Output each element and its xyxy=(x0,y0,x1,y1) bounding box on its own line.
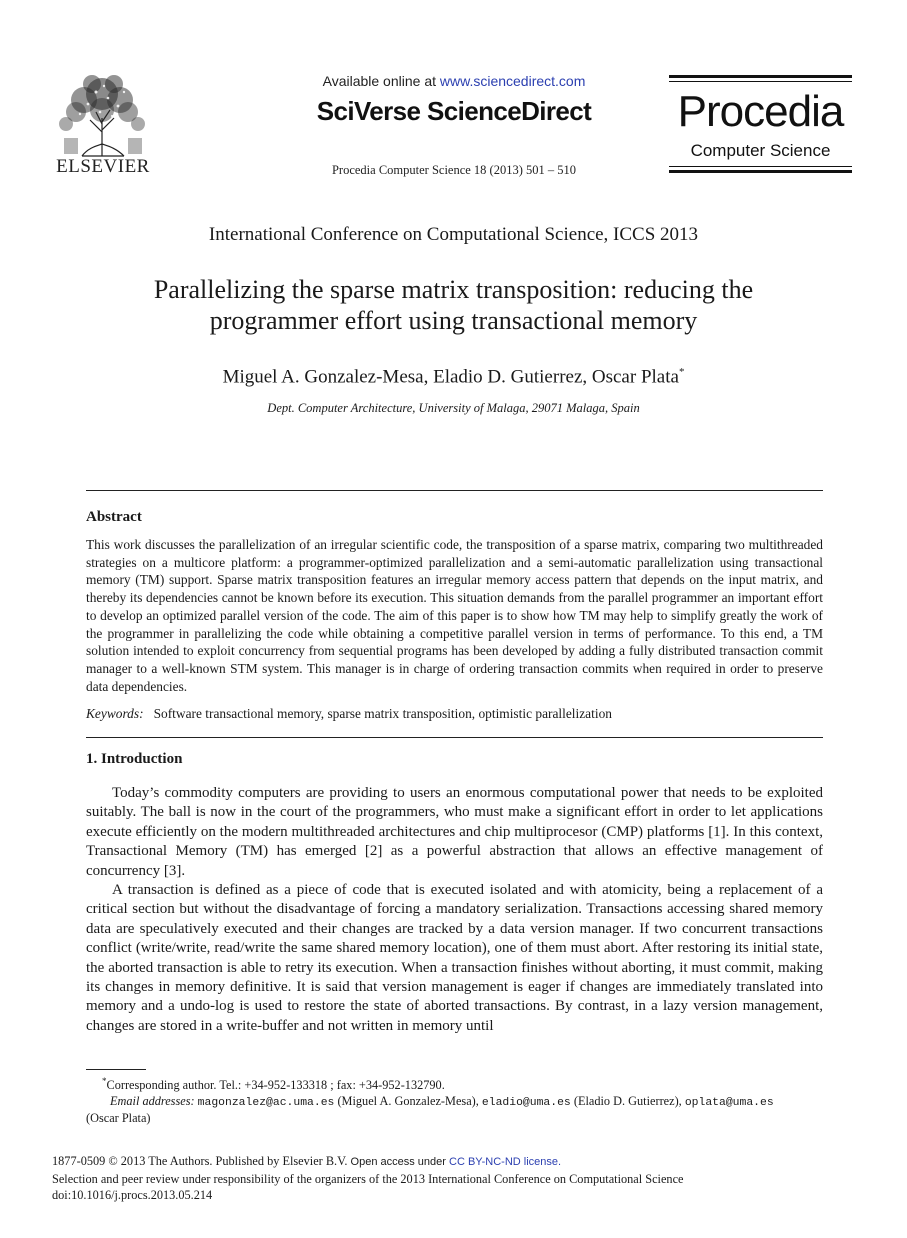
publisher-logo-text: ELSEVIER xyxy=(56,156,150,177)
paper-title-line-1: Parallelizing the sparse matrix transposition: reducing the xyxy=(153,275,754,304)
journal-reference: Procedia Computer Science 18 (2013) 501 – 510 xyxy=(331,163,577,177)
introduction-paragraph-2: A transaction is defined as a piece of code that is executed isolated and with atomicity, being a replacement of a critical section but without the disadvantage of forcing a mandatory serialization. Transactions accessing shared memory data are speculatively executed and their changes are tracked by a data version manager. If two concurrent transactions conflict (write/write, read/write the same shared memory location), one of them must abort. After restoring its initial state, the aborted transaction is able to retry its execution. When a transaction finishes without aborting, it must commit, making its changes in memory definitive. It is said that version management is eager if changes are immediately translated into memory and a undo-log is used to restore the state of aborted transactions. By contrast, in a lazy version management, changes are stored in a write-buffer and not written in memory until xyxy=(86,882,823,1034)
footnote-mark: * xyxy=(102,1076,107,1086)
abstract-body: This work discusses the parallelization of an irregular scientific code, the transposition of a sparse matrix, comparing two multithreaded strategies on a multicore platform: a programmer-optimized parallelization and a semi-automatic parallelization using transactional memory (TM) support. Sparse matrix transposition features an irregular memory access pattern that depends on the input matrix, and thereby its dependencies cannot be known before its execution. This situation demands from the parallel programmer an important effort to develop an optimized parallel version of the code. The aim of this paper is to show how TM may help to simplify greatly the work of the programmer in parallelizing the code while obtaining a competitive parallel version in terms of performance. To this end, a TM solution intended to exploit concurrency from sequential programs has been developed by adding a fully distributed transaction commit manager to a well-known STM system. This manager is in charge of ordering transaction commits when required in order to preserve data dependencies. xyxy=(86,537,823,694)
abstract-top-rule xyxy=(86,490,823,491)
available-prefix: Available online at xyxy=(322,73,440,89)
peer-review-line: Selection and peer review under responsibility of the organizers of the 2013 International Conference on Computational Science xyxy=(52,1171,684,1186)
email-link-3[interactable]: oplata@uma.es xyxy=(684,1096,774,1109)
footnote-rule xyxy=(86,1069,146,1070)
footnote-emails xyxy=(86,1094,823,1112)
keywords-list: Software transactional memory, sparse matrix transposition, optimistic parallelization xyxy=(153,706,612,721)
footnote-corresponding xyxy=(86,1074,823,1094)
email-owner-2: (Eladio D. Gutierrez), xyxy=(570,1093,685,1108)
keywords-label: Keywords: xyxy=(86,706,144,721)
abstract-bottom-rule xyxy=(86,737,823,738)
abstract-heading: Abstract xyxy=(86,509,142,525)
journal-logo-top-rule-thin xyxy=(669,81,852,82)
introduction-body xyxy=(86,784,823,1036)
author-list xyxy=(60,366,847,388)
open-access-text: Open access under xyxy=(350,1156,449,1168)
email-label: Email addresses: xyxy=(110,1093,195,1108)
corresponding-author-mark: * xyxy=(678,366,685,378)
journal-logo-top-rule-thick xyxy=(669,75,852,78)
copyright-line xyxy=(52,1153,852,1171)
paper-title-line-2: programmer effort using transactional memory xyxy=(209,306,698,335)
author-names: Miguel A. Gonzalez-Mesa, Eladio D. Gutierrez, Oscar Plata xyxy=(222,366,679,388)
paper-title xyxy=(60,274,847,336)
footnote-corresponding-text: Corresponding author. Tel.: +34-952-133318 ; fax: +34-952-132790. xyxy=(106,1078,445,1093)
footnote xyxy=(86,1074,823,1127)
introduction-paragraph-1: Today’s commodity computers are providing to users an enormous computational power that needs to be exploited suitably. The ball is now in the court of the programmers, who must make a significant effort in order to let applications execute efficiently on the modern multithreaded architectures and chip multiprocesor (CMP) platforms [1]. In this context, Transactional Memory (TM) has emerged [2] as a powerful abstraction that allows an effective management of concurrency [3]. xyxy=(86,785,823,879)
conference-name: International Conference on Computational Science, ICCS 2013 xyxy=(208,224,699,245)
license-link[interactable]: CC BY-NC-ND license. xyxy=(449,1156,562,1168)
email-link-1[interactable]: magonzalez@ac.uma.es xyxy=(197,1096,335,1109)
sciencedirect-link[interactable]: www.sciencedirect.com xyxy=(439,73,586,89)
keywords-line xyxy=(86,706,823,722)
copyright-text: 1877-0509 © 2013 The Authors. Published by Elsevier B.V. xyxy=(52,1154,351,1168)
journal-logo-bottom-rule-thick xyxy=(669,170,852,173)
platform-logo-text: SciVerse ScienceDirect xyxy=(316,96,592,126)
section-heading-introduction: 1. Introduction xyxy=(86,751,183,767)
author-affiliation: Dept. Computer Architecture, University of Malaga, 29071 Malaga, Spain xyxy=(267,401,640,415)
available-online-line xyxy=(180,73,728,89)
email-link-2[interactable]: eladio@uma.es xyxy=(481,1096,571,1109)
journal-logo-sub: Computer Science xyxy=(690,141,831,160)
journal-logo-main: Procedia xyxy=(677,87,844,136)
email-owner-3: (Oscar Plata) xyxy=(86,1111,151,1126)
email-owner-1: (Miguel A. Gonzalez-Mesa), xyxy=(334,1093,482,1108)
doi-line: doi:10.1016/j.procs.2013.05.214 xyxy=(52,1188,213,1203)
journal-logo-bottom-rule-thin xyxy=(669,166,852,167)
publication-info xyxy=(52,1153,852,1204)
